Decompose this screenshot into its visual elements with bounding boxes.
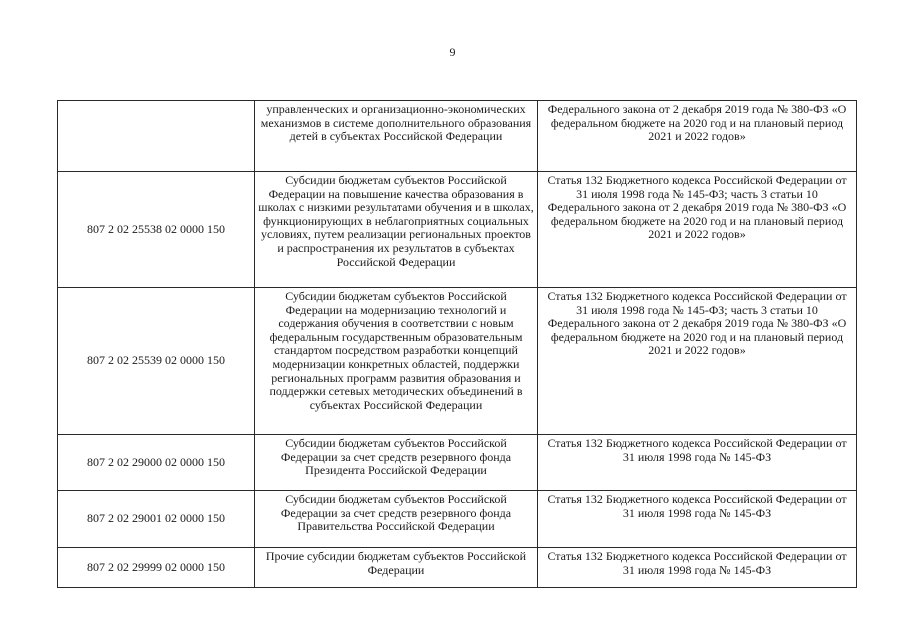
description-cell: управленческих и организационно-экономических механизмов в системе дополнительного образования детей в субъектах Российской Федерации bbox=[255, 101, 538, 172]
legal-basis-cell: Статья 132 Бюджетного кодекса Российской Федерации от 31 июля 1998 года № 145-ФЗ bbox=[538, 435, 857, 491]
code-cell bbox=[58, 101, 255, 172]
legal-basis-cell: Федерального закона от 2 декабря 2019 года № 380-ФЗ «О федеральном бюджете на 2020 год и на плановый период 2021 и 2022 годов» bbox=[538, 101, 857, 172]
table-row bbox=[58, 435, 857, 491]
code-cell: 807 2 02 25539 02 0000 150 bbox=[58, 288, 255, 435]
legal-basis-cell: Статья 132 Бюджетного кодекса Российской Федерации от 31 июля 1998 года № 145-ФЗ bbox=[538, 491, 857, 548]
description-cell: Субсидии бюджетам субъектов Российской Федерации за счет средств резервного фонда Правительства Российской Федерации bbox=[255, 491, 538, 548]
code-cell: 807 2 02 25538 02 0000 150 bbox=[58, 172, 255, 288]
description-cell: Прочие субсидии бюджетам субъектов Российской Федерации bbox=[255, 548, 538, 588]
code-cell: 807 2 02 29000 02 0000 150 bbox=[58, 435, 255, 491]
table-row bbox=[58, 491, 857, 548]
table-row bbox=[58, 548, 857, 588]
legal-basis-cell: Статья 132 Бюджетного кодекса Российской Федерации от 31 июля 1998 года № 145-ФЗ bbox=[538, 548, 857, 588]
code-cell: 807 2 02 29001 02 0000 150 bbox=[58, 491, 255, 548]
description-cell: Субсидии бюджетам субъектов Российской Федерации за счет средств резервного фонда Президента Российской Федерации bbox=[255, 435, 538, 491]
table-row bbox=[58, 101, 857, 172]
budget-classification-table bbox=[57, 100, 857, 588]
legal-basis-cell: Статья 132 Бюджетного кодекса Российской Федерации от 31 июля 1998 года № 145-ФЗ; часть 3 статьи 10 Федерального закона от 2 декабря 2019 года № 380-ФЗ «О федеральном бюджете на 2020 год и на плановый период 2021 и 2022 годов» bbox=[538, 172, 857, 288]
page-number: 9 bbox=[449, 45, 456, 59]
legal-basis-cell: Статья 132 Бюджетного кодекса Российской Федерации от 31 июля 1998 года № 145-ФЗ; часть 3 статьи 10 Федерального закона от 2 декабря 2019 года № 380-ФЗ «О федеральном бюджете на 2020 год и на плановый период 2021 и 2022 годов» bbox=[538, 288, 857, 435]
description-cell: Субсидии бюджетам субъектов Российской Федерации на модернизацию технологий и содержания обучения в соответствии с новым федеральным государственным образовательным стандартом посредством разработки концепций модернизации конкретных областей, поддержки региональных программ развития образования и поддержки сетевых методических объединений в субъектах Российской Федерации bbox=[255, 288, 538, 435]
code-cell: 807 2 02 29999 02 0000 150 bbox=[58, 548, 255, 588]
table-row bbox=[58, 172, 857, 288]
table-row bbox=[58, 288, 857, 435]
description-cell: Субсидии бюджетам субъектов Российской Федерации на повышение качества образования в школах с низкими результатами обучения и в школах, функционирующих в неблагоприятных социальных условиях, путем реализации региональных проектов и распространения их результатов в субъектах Российской Федерации bbox=[255, 172, 538, 288]
